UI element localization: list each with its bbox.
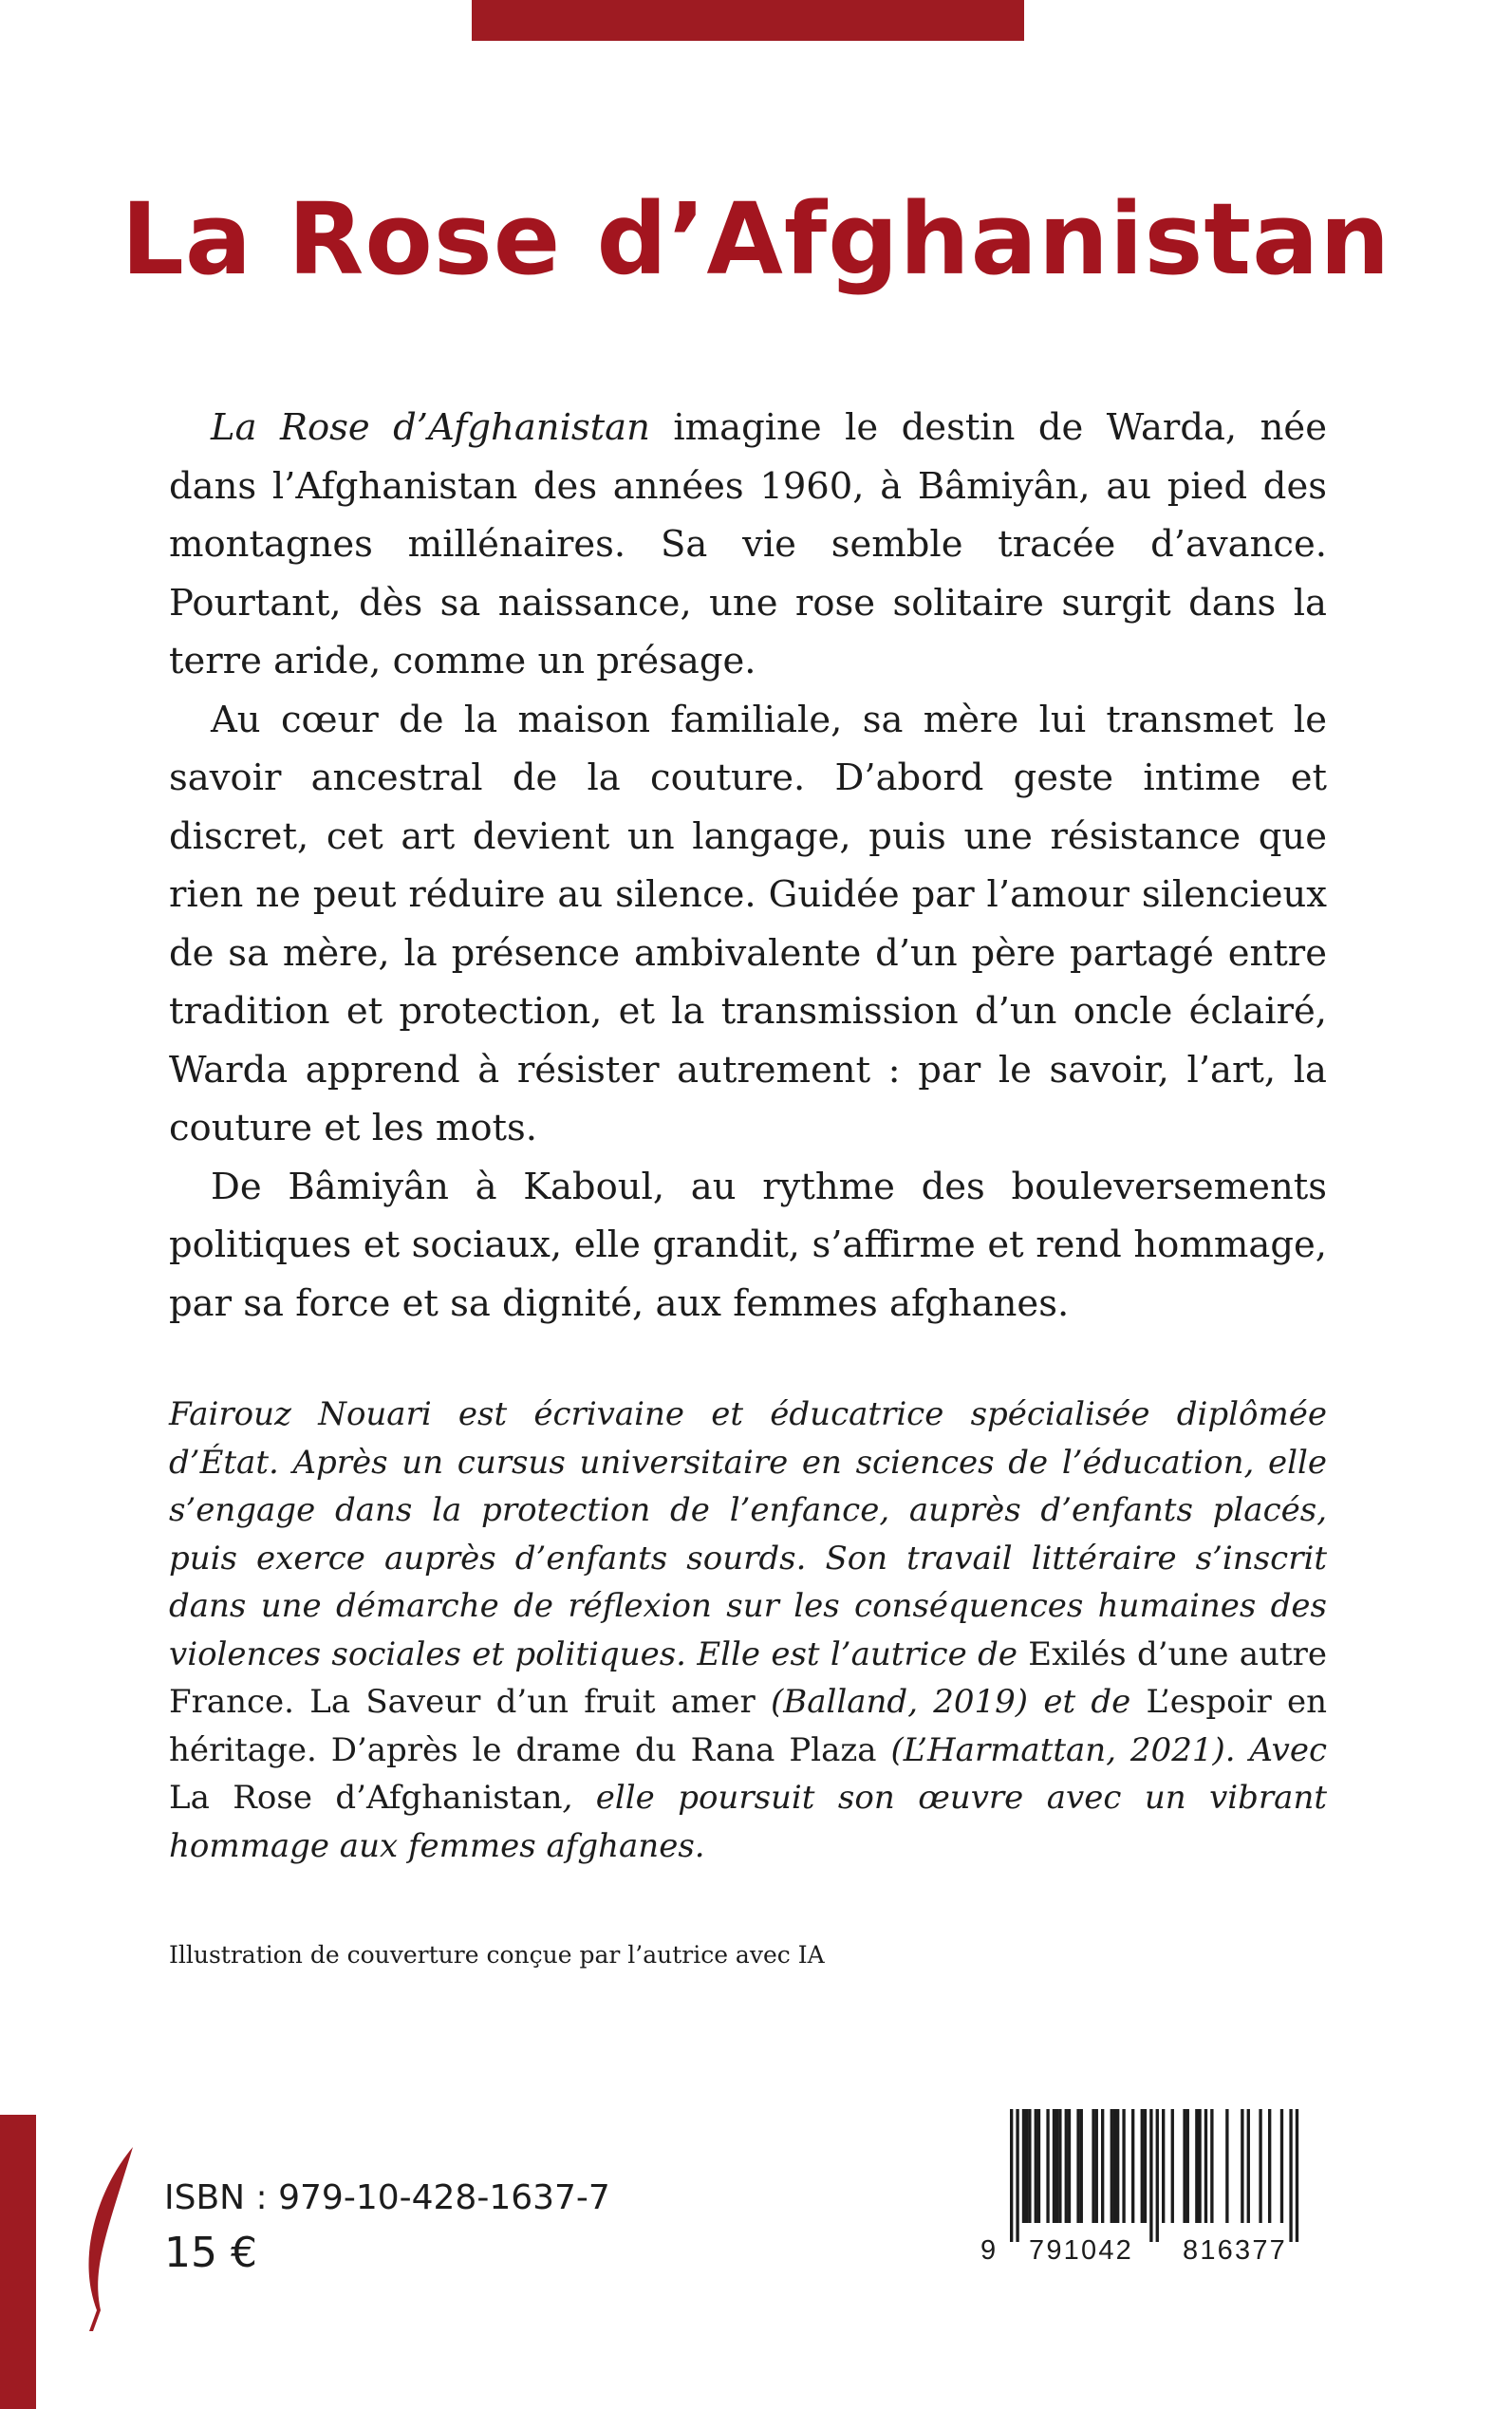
barcode-guard-bar [1016, 2109, 1018, 2242]
barcode-bar [1058, 2109, 1061, 2223]
summary-paragraph-1-text: imagine le destin de Warda, née dans l’Afghanistan des années 1960, à Bâmiyân, au pied des montagnes millénaires. Sa vie semble tracée d’avance. Pourtant, dès sa naissance, une rose solitaire surgit dans la terre aride, comme un présage. [169, 406, 1327, 682]
cover-credit: Illustration de couverture conçue par l’autrice avec IA [169, 1941, 825, 1969]
barcode-bar [1111, 2109, 1113, 2223]
bio-text-1: Fairouz Nouari est écrivaine et éducatrice spécialisée diplômée d’État. Après un cursus universitaire en sciences de l’éducation, elle s’engage dans la protection de l’enfance, auprès d’enfants placés, puis exerce auprès d’enfants sourds. Son travail littéraire s’inscrit dans une démarche de réflexion sur les conséquences humaines des violences sociales et politiques. Elle est l’autrice de [169, 1395, 1327, 1673]
isbn: ISBN : 979-10-428-1637-7 [164, 2178, 610, 2217]
barcode-bar [1095, 2109, 1098, 2223]
barcode-bar [1144, 2109, 1147, 2223]
barcode-bar [1241, 2109, 1243, 2223]
barcode-bar [1131, 2109, 1134, 2223]
price: 15 € [164, 2229, 257, 2277]
bio-text-4: , elle poursuit son œuvre avec un vibrant hommage aux femmes afghanes. [169, 1779, 1328, 1865]
bio-book-3: La Rose d’Afghanistan [169, 1779, 563, 1817]
barcode-bar [1183, 2109, 1185, 2223]
side-red-band [0, 2115, 36, 2409]
summary-paragraph-1 [169, 399, 1327, 691]
barcode-guard-bar [1149, 2109, 1152, 2242]
barcode-bar [1195, 2109, 1198, 2223]
barcode-bar [1037, 2109, 1040, 2223]
barcode-bar [1022, 2109, 1025, 2223]
barcode-bar [1116, 2109, 1119, 2223]
barcode-bar [1247, 2109, 1250, 2223]
feather-logo-icon [76, 2143, 137, 2333]
barcode-bar [1065, 2109, 1068, 2223]
book-summary [169, 399, 1327, 1333]
bio-book-2: L’espoir en héritage. D’après le drame du Rana Plaza [169, 1683, 1327, 1769]
barcode-guard-bar [1296, 2109, 1298, 2242]
barcode-bar [1210, 2109, 1213, 2223]
bio-text-2: (Balland, 2019) et de [755, 1683, 1147, 1721]
barcode-bar [1268, 2109, 1271, 2223]
barcode-bar [1046, 2109, 1049, 2223]
barcode-bar [1028, 2109, 1031, 2223]
bio-text-3: (L’Harmattan, 2021). Avec [876, 1730, 1328, 1769]
top-red-band [472, 0, 1024, 41]
bio-book-1: Exilés d’une autre France. La Saveur d’un fruit amer [169, 1634, 1327, 1721]
barcode-bar [1171, 2109, 1174, 2223]
barcode-bar [1186, 2109, 1189, 2223]
summary-title-italic: La Rose d’Afghanistan [211, 406, 650, 449]
barcode-bars [997, 2098, 1338, 2306]
barcode-guard-bar [1289, 2109, 1292, 2242]
barcode [997, 2098, 1338, 2306]
barcode-bar [1280, 2109, 1283, 2223]
barcode-bar [1055, 2109, 1058, 2223]
barcode-left-digits: 791042 [1029, 2235, 1133, 2266]
barcode-bar [1162, 2109, 1165, 2223]
barcode-guard-bar [1156, 2109, 1159, 2242]
book-title: La Rose d’Afghanistan [121, 181, 1391, 297]
barcode-bar [1225, 2109, 1228, 2223]
barcode-bar [1141, 2109, 1144, 2223]
barcode-right-digits: 816377 [1183, 2235, 1287, 2266]
barcode-bar [1053, 2109, 1055, 2223]
barcode-bar [1080, 2109, 1083, 2223]
barcode-bar [1259, 2109, 1261, 2223]
summary-paragraph-2: Au cœur de la maison familiale, sa mère lui transmet le savoir ancestral de la couture. D’abord geste intime et discret, cet art devient un langage, puis une résistance que rien ne peut réduire au silence. Guidée par l’amour silencieux de sa mère, la présence ambivalente d’un père partagé entre tradition et protection, et la transmission d’un oncle éclairé, Warda apprend à résister autrement : par le savoir, l’art, la couture et les mots. [169, 698, 1327, 1149]
barcode-guard-bar [1010, 2109, 1013, 2242]
barcode-bar [1101, 2109, 1104, 2223]
barcode-bar [1092, 2109, 1094, 2223]
barcode-bar [1113, 2109, 1116, 2223]
barcode-bar [1035, 2109, 1037, 2223]
barcode-bar [1068, 2109, 1071, 2223]
barcode-bar [1025, 2109, 1028, 2223]
barcode-bar [1076, 2109, 1079, 2223]
summary-paragraph-3: De Bâmiyân à Kaboul, au rythme des bouleversements politiques et sociaux, elle grandit, s’affirme et rend hommage, par sa force et sa dignité, aux femmes afghanes. [169, 1165, 1327, 1325]
barcode-bar [1204, 2109, 1207, 2223]
barcode-bar [1198, 2109, 1201, 2223]
barcode-first-digit: 9 [980, 2235, 997, 2266]
author-bio [169, 1391, 1327, 1870]
barcode-bar [1122, 2109, 1125, 2223]
